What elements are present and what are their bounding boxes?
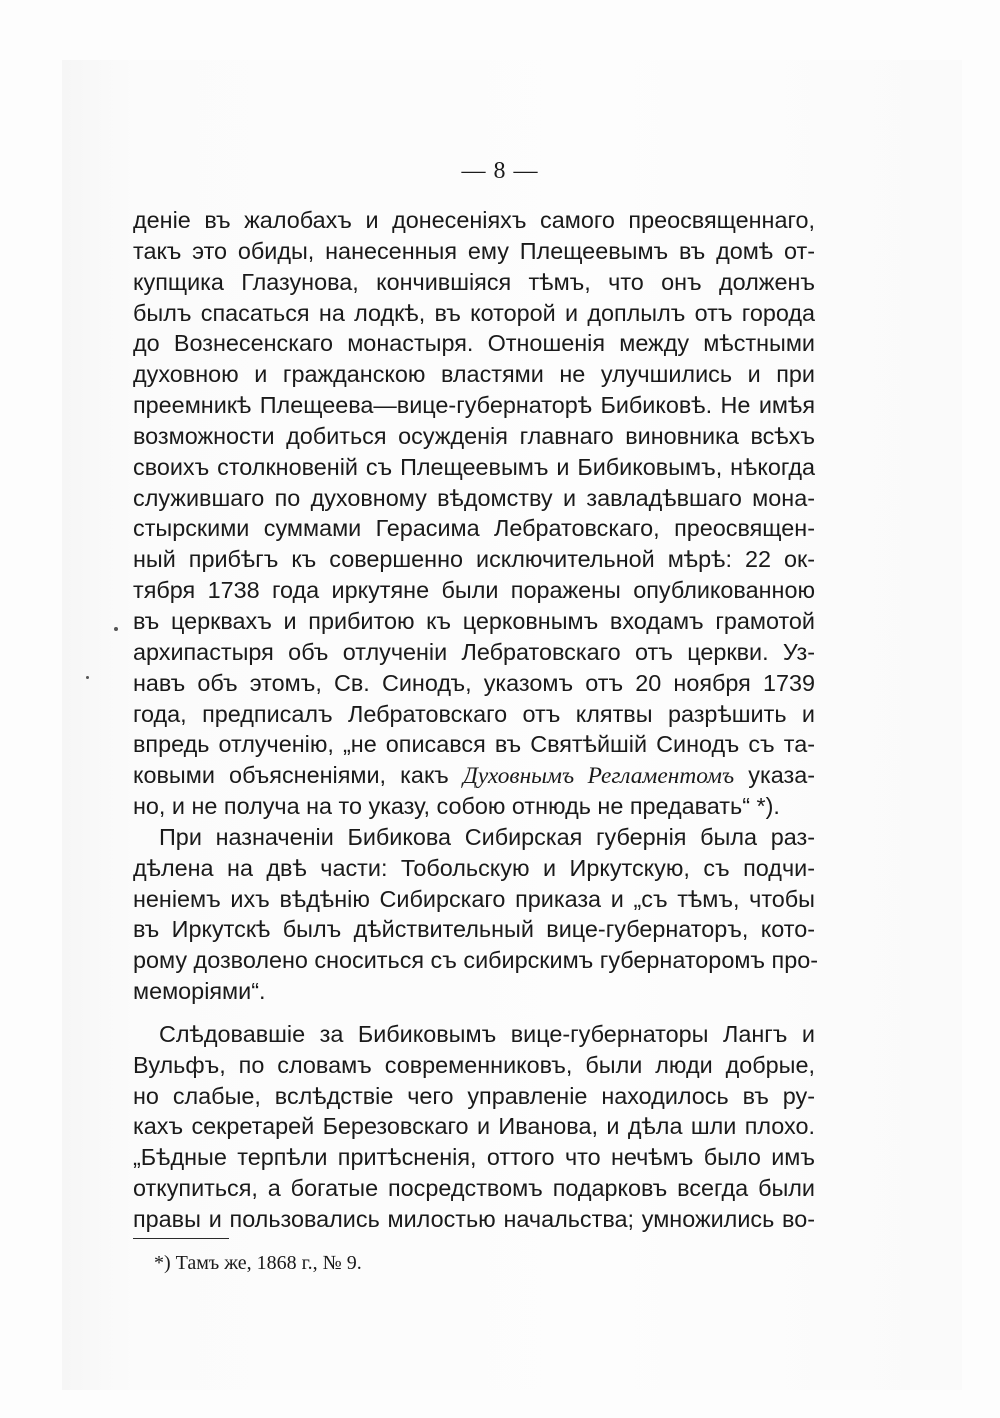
italic-title: Духовнымъ Регламентомъ — [462, 763, 735, 790]
text-line: преемникѣ Плещеева—вице-губернаторѣ Бибиковѣ. Не имѣя — [133, 392, 815, 419]
text-line: деніе въ жалобахъ и донесеніяхъ самого преосвященнаго, — [133, 207, 815, 233]
text-line: Вульфъ, по словамъ современниковъ, были люди добрые, — [133, 1051, 815, 1078]
body-text — [133, 205, 818, 1235]
text-line: ный прибѣгъ къ совершенно исключительной мѣрѣ: 22 ок- — [133, 546, 815, 573]
text-line: архипастыря объ отлученіи Лебратовскаго отъ церкви. Уз- — [133, 638, 815, 665]
text-line: купщика Глазунова, кончившіяся тѣмъ, что онъ долженъ — [133, 268, 815, 295]
text-line: кахъ секретарей Березовскаго и Иванова, и дѣла шли плохо. — [133, 1113, 815, 1140]
text-line: рому дозволено сноситься съ сибирскимъ губернаторомъ про- — [133, 947, 818, 974]
text-line: неніемъ ихъ вѣдѣнію Сибирскаго приказа и „съ тѣмъ, чтобы — [133, 885, 815, 912]
text-line: откупиться, а богатые посредствомъ подарковъ всегда были — [133, 1175, 815, 1202]
text-line: своихъ столкновеній съ Плещеевымъ и Бибиковымъ, нѣкогда — [133, 453, 815, 480]
text-line: правы и пользовались милостью начальства; умножились во- — [133, 1206, 815, 1232]
text-line: служившаго по духовному вѣдомству и завладѣвшаго мона- — [133, 484, 815, 511]
text-line: но, и не получа на то указу, собою отнюдь не предавать“ *). — [133, 793, 780, 820]
text-line: духовною и гражданскою властями не улучшились и при — [133, 361, 815, 388]
text-line: возможности добиться осужденія главнаго виновника всѣхъ — [133, 422, 815, 449]
footnote-rule — [133, 1238, 229, 1239]
text-fragment: указа- — [748, 762, 815, 789]
text-line: дѣлена на двѣ части: Тобольскую и Иркутскую, съ подчи- — [133, 854, 815, 881]
print-speck — [114, 627, 118, 631]
text-line: тября 1738 года иркутяне были поражены опубликованною — [133, 577, 815, 604]
text-line: до Вознесенскаго монастыря. Отношенія между мѣстными — [133, 330, 815, 357]
text-fragment: ковыми объясненіями, какъ — [133, 762, 449, 789]
text-line: впредь отлученію, „не описався въ Святѣйшій Синодъ съ та- — [133, 731, 815, 758]
text-line: такъ это обиды, нанесенныя ему Плещеевымъ въ домѣ от- — [133, 237, 815, 264]
paragraph-gap — [133, 1007, 815, 1019]
paragraph-start-line: При назначеніи Бибикова Сибирская губернія была раз- — [159, 823, 815, 850]
text-line: стырскими суммами Герасима Лебратовскаго, преосвящен- — [133, 515, 815, 542]
text-line: навъ объ этомъ, Св. Синодъ, указомъ отъ 20 ноября 1739 — [133, 669, 815, 696]
text-line: въ церквахъ и прибитою къ церковнымъ входамъ грамотой — [133, 607, 815, 634]
text-line: года, предписалъ Лебратовскаго отъ клятвы разрѣшить и — [133, 700, 815, 727]
paragraph-start-line: Слѣдовавшіе за Бибиковымъ вице-губернаторы Лангъ и — [159, 1020, 815, 1047]
text-line-with-italic — [133, 760, 815, 791]
text-line: въ Иркутскѣ былъ дѣйствительный вице-губернаторъ, кото- — [133, 916, 815, 943]
text-line: „Бѣдные терпѣли притѣсненія, оттого что нечѣмъ было имъ — [133, 1144, 815, 1171]
print-speck — [86, 676, 89, 679]
footnote: *) Тамъ же, 1868 г., № 9. — [154, 1252, 362, 1274]
text-line: былъ спасаться на лодкѣ, въ которой и доплылъ отъ города — [133, 299, 815, 326]
page-number: — 8 — — [461, 158, 539, 184]
text-line: но слабые, вслѣдствіе чего управленіе находилось въ ру- — [133, 1082, 815, 1109]
text-line: меморіями“. — [133, 978, 266, 1005]
